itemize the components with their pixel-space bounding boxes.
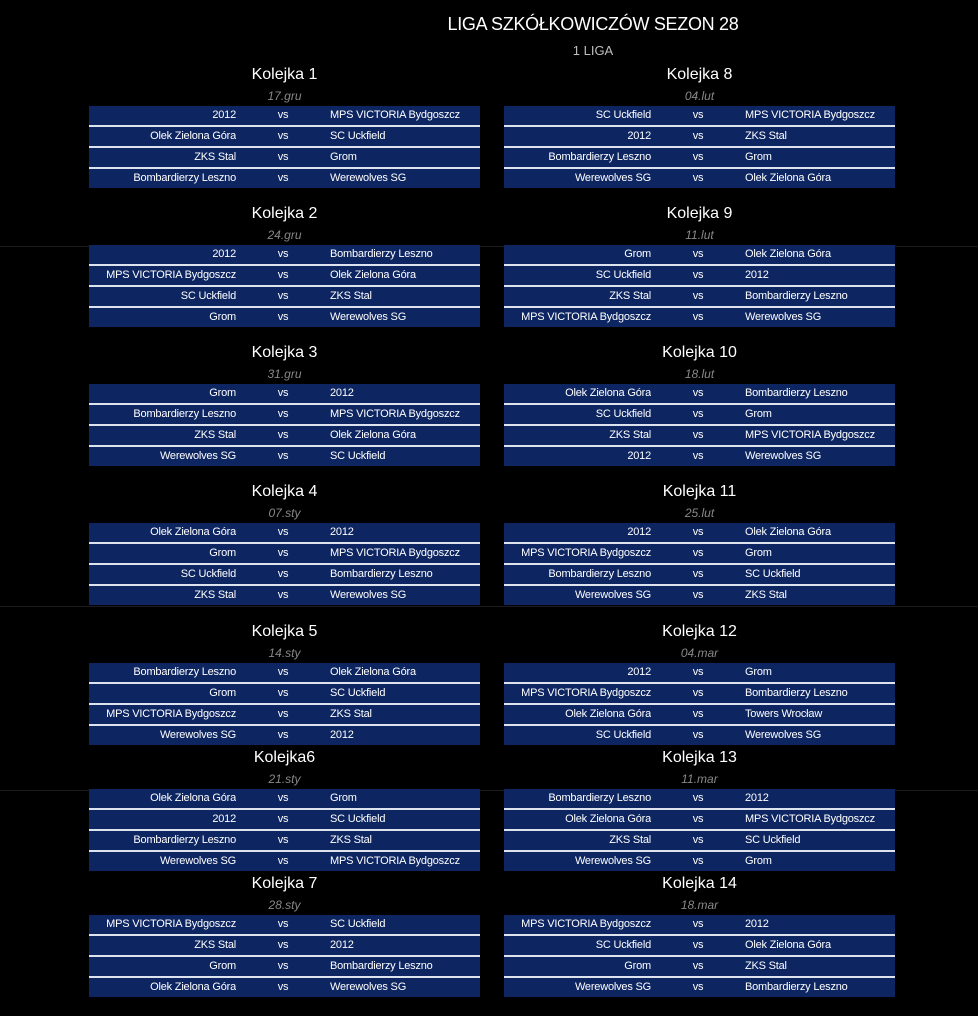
vs-label: vs xyxy=(277,918,289,930)
vs-label: vs xyxy=(692,589,704,601)
home-team: Grom xyxy=(209,547,236,559)
match-row xyxy=(504,726,895,745)
away-team: 2012 xyxy=(330,939,354,951)
home-team: 2012 xyxy=(212,248,236,260)
vs-label: vs xyxy=(277,813,289,825)
round-title: Kolejka 2 xyxy=(251,205,318,222)
league-subtitle: 1 LIGA xyxy=(572,43,614,58)
home-team: Bombardierzy Leszno xyxy=(548,792,651,804)
home-team: Grom xyxy=(624,960,651,972)
vs-label: vs xyxy=(277,290,289,302)
vs-label: vs xyxy=(277,589,289,601)
match-row xyxy=(504,523,895,544)
home-team: Werewolves SG xyxy=(574,589,651,601)
match-row xyxy=(89,978,480,997)
away-team: 2012 xyxy=(330,387,354,399)
match-list xyxy=(504,523,895,605)
away-team: Bombardierzy Leszno xyxy=(745,687,848,699)
match-row xyxy=(504,915,895,936)
match-row xyxy=(504,308,895,327)
match-row xyxy=(89,384,480,405)
match-row xyxy=(89,287,480,308)
home-team: Werewolves SG xyxy=(574,855,651,867)
away-team: Grom xyxy=(330,792,357,804)
match-row xyxy=(504,266,895,287)
match-row xyxy=(504,831,895,852)
away-team: Werewolves SG xyxy=(330,589,407,601)
home-team: Olek Zielona Góra xyxy=(150,130,236,142)
away-team: Werewolves SG xyxy=(745,311,822,323)
away-team: MPS VICTORIA Bydgoszcz xyxy=(330,855,460,867)
round-date: 11.lut xyxy=(685,228,714,242)
home-team: Olek Zielona Góra xyxy=(565,813,651,825)
match-list xyxy=(89,245,480,327)
home-team: 2012 xyxy=(627,130,651,142)
round-date: 18.mar xyxy=(680,898,719,912)
home-team: SC Uckfield xyxy=(180,290,236,302)
vs-label: vs xyxy=(277,939,289,951)
home-team: SC Uckfield xyxy=(595,269,651,281)
away-team: Werewolves SG xyxy=(330,172,407,184)
match-row xyxy=(89,447,480,466)
round-date: 07.sty xyxy=(268,506,301,520)
away-team: Olek Zielona Góra xyxy=(330,666,416,678)
match-row xyxy=(89,684,480,705)
vs-label: vs xyxy=(692,568,704,580)
round-block xyxy=(89,621,480,745)
match-list xyxy=(504,245,895,327)
vs-label: vs xyxy=(277,568,289,580)
round-block xyxy=(89,203,480,327)
vs-label: vs xyxy=(692,290,704,302)
vs-label: vs xyxy=(692,960,704,972)
match-row xyxy=(504,852,895,871)
match-row xyxy=(89,148,480,169)
match-row xyxy=(504,936,895,957)
home-team: 2012 xyxy=(212,813,236,825)
vs-label: vs xyxy=(277,109,289,121)
match-row xyxy=(504,544,895,565)
match-row xyxy=(504,245,895,266)
home-team: Werewolves SG xyxy=(574,172,651,184)
round-block xyxy=(504,481,895,605)
away-team: SC Uckfield xyxy=(330,687,386,699)
away-team: ZKS Stal xyxy=(330,834,372,846)
home-team: 2012 xyxy=(627,526,651,538)
away-team: MPS VICTORIA Bydgoszcz xyxy=(745,109,875,121)
away-team: 2012 xyxy=(745,918,769,930)
vs-label: vs xyxy=(692,729,704,741)
home-team: 2012 xyxy=(212,109,236,121)
home-team: MPS VICTORIA Bydgoszcz xyxy=(106,918,236,930)
home-team: Grom xyxy=(209,687,236,699)
vs-label: vs xyxy=(692,918,704,930)
away-team: SC Uckfield xyxy=(330,813,386,825)
round-block xyxy=(89,481,480,605)
away-team: Bombardierzy Leszno xyxy=(330,960,433,972)
vs-label: vs xyxy=(277,708,289,720)
round-title: Kolejka6 xyxy=(253,749,316,766)
match-row xyxy=(504,705,895,726)
away-team: 2012 xyxy=(330,526,354,538)
match-row xyxy=(504,684,895,705)
round-title: Kolejka 5 xyxy=(251,623,318,640)
match-row xyxy=(89,544,480,565)
round-block xyxy=(504,64,895,188)
home-team: Bombardierzy Leszno xyxy=(548,151,651,163)
round-block xyxy=(504,342,895,466)
round-date: 11.mar xyxy=(681,772,718,786)
home-team: 2012 xyxy=(627,450,651,462)
home-team: ZKS Stal xyxy=(194,151,236,163)
home-team: SC Uckfield xyxy=(595,109,651,121)
home-team: Grom xyxy=(624,248,651,260)
match-row xyxy=(504,789,895,810)
home-team: MPS VICTORIA Bydgoszcz xyxy=(521,687,651,699)
match-row xyxy=(89,663,480,684)
match-row xyxy=(89,106,480,127)
vs-label: vs xyxy=(277,387,289,399)
vs-label: vs xyxy=(692,981,704,993)
round-title: Kolejka 4 xyxy=(251,483,318,500)
match-list xyxy=(504,789,895,871)
home-team: MPS VICTORIA Bydgoszcz xyxy=(521,918,651,930)
away-team: Bombardierzy Leszno xyxy=(745,290,848,302)
match-row xyxy=(504,586,895,605)
home-team: Werewolves SG xyxy=(159,729,236,741)
away-team: Towers Wrocław xyxy=(745,708,823,720)
round-block xyxy=(89,64,480,188)
round-date: 21.sty xyxy=(268,772,301,786)
round-title: Kolejka 3 xyxy=(251,344,318,361)
match-row xyxy=(89,957,480,978)
home-team: Grom xyxy=(209,387,236,399)
away-team: SC Uckfield xyxy=(745,568,801,580)
match-row xyxy=(504,447,895,466)
home-team: MPS VICTORIA Bydgoszcz xyxy=(106,708,236,720)
away-team: ZKS Stal xyxy=(745,589,787,601)
vs-label: vs xyxy=(692,666,704,678)
vs-label: vs xyxy=(277,666,289,678)
match-row xyxy=(504,106,895,127)
home-team: Grom xyxy=(209,960,236,972)
match-row xyxy=(89,810,480,831)
away-team: Bombardierzy Leszno xyxy=(745,981,848,993)
vs-label: vs xyxy=(277,526,289,538)
round-title: Kolejka 8 xyxy=(666,66,733,83)
vs-label: vs xyxy=(277,450,289,462)
away-team: 2012 xyxy=(745,269,769,281)
round-block xyxy=(504,873,895,997)
match-list xyxy=(504,106,895,188)
match-row xyxy=(504,169,895,188)
round-block xyxy=(89,873,480,997)
home-team: Olek Zielona Góra xyxy=(150,981,236,993)
match-row xyxy=(89,789,480,810)
round-date: 18.lut xyxy=(684,367,715,381)
away-team: ZKS Stal xyxy=(330,290,372,302)
vs-label: vs xyxy=(692,547,704,559)
vs-label: vs xyxy=(277,855,289,867)
match-row xyxy=(89,127,480,148)
vs-label: vs xyxy=(692,311,704,323)
home-team: MPS VICTORIA Bydgoszcz xyxy=(521,547,651,559)
home-team: Bombardierzy Leszno xyxy=(548,568,651,580)
home-team: SC Uckfield xyxy=(595,939,651,951)
match-row xyxy=(89,705,480,726)
home-team: Olek Zielona Góra xyxy=(565,387,651,399)
vs-label: vs xyxy=(692,172,704,184)
vs-label: vs xyxy=(277,960,289,972)
match-row xyxy=(89,831,480,852)
match-row xyxy=(89,936,480,957)
match-list xyxy=(89,106,480,188)
vs-label: vs xyxy=(692,151,704,163)
vs-label: vs xyxy=(277,729,289,741)
round-title: Kolejka 13 xyxy=(662,749,737,766)
home-team: SC Uckfield xyxy=(180,568,236,580)
vs-label: vs xyxy=(277,547,289,559)
match-row xyxy=(89,726,480,745)
vs-label: vs xyxy=(277,172,289,184)
away-team: Grom xyxy=(745,408,772,420)
away-team: Werewolves SG xyxy=(330,311,407,323)
away-team: Werewolves SG xyxy=(745,450,822,462)
match-row xyxy=(89,245,480,266)
vs-label: vs xyxy=(692,450,704,462)
page-title: LIGA SZKÓŁKOWICZÓW SEZON 28 xyxy=(447,14,739,34)
away-team: Werewolves SG xyxy=(745,729,822,741)
round-title: Kolejka 7 xyxy=(251,875,318,892)
round-title: Kolejka 12 xyxy=(662,623,737,640)
match-row xyxy=(504,127,895,148)
vs-label: vs xyxy=(277,429,289,441)
home-team: MPS VICTORIA Bydgoszcz xyxy=(521,311,651,323)
away-team: Olek Zielona Góra xyxy=(745,939,831,951)
home-team: Bombardierzy Leszno xyxy=(133,666,236,678)
home-team: Bombardierzy Leszno xyxy=(133,834,236,846)
away-team: Olek Zielona Góra xyxy=(745,526,831,538)
match-row xyxy=(504,426,895,447)
away-team: 2012 xyxy=(745,792,769,804)
vs-label: vs xyxy=(692,813,704,825)
away-team: Bombardierzy Leszno xyxy=(745,387,848,399)
match-row xyxy=(504,978,895,997)
round-block xyxy=(504,621,895,745)
away-team: ZKS Stal xyxy=(745,960,787,972)
vs-label: vs xyxy=(692,834,704,846)
round-date: 25.lut xyxy=(684,506,715,520)
round-title: Kolejka 11 xyxy=(662,483,737,500)
vs-label: vs xyxy=(692,408,704,420)
match-row xyxy=(504,405,895,426)
home-team: MPS VICTORIA Bydgoszcz xyxy=(106,269,236,281)
match-row xyxy=(89,586,480,605)
match-row xyxy=(89,308,480,327)
away-team: Olek Zielona Góra xyxy=(745,172,831,184)
vs-label: vs xyxy=(277,151,289,163)
vs-label: vs xyxy=(692,109,704,121)
vs-label: vs xyxy=(692,687,704,699)
home-team: ZKS Stal xyxy=(609,290,651,302)
vs-label: vs xyxy=(692,708,704,720)
match-row xyxy=(504,957,895,978)
away-team: MPS VICTORIA Bydgoszcz xyxy=(330,547,460,559)
match-row xyxy=(504,287,895,308)
round-date: 04.mar xyxy=(680,646,719,660)
round-block xyxy=(89,747,480,871)
home-team: Werewolves SG xyxy=(574,981,651,993)
away-team: 2012 xyxy=(330,729,354,741)
away-team: MPS VICTORIA Bydgoszcz xyxy=(745,813,875,825)
match-row xyxy=(89,565,480,586)
away-team: ZKS Stal xyxy=(745,130,787,142)
away-team: SC Uckfield xyxy=(330,450,386,462)
vs-label: vs xyxy=(277,792,289,804)
vs-label: vs xyxy=(277,130,289,142)
home-team: Grom xyxy=(209,311,236,323)
away-team: Bombardierzy Leszno xyxy=(330,248,433,260)
home-team: ZKS Stal xyxy=(194,939,236,951)
away-team: Grom xyxy=(745,547,772,559)
vs-label: vs xyxy=(277,269,289,281)
vs-label: vs xyxy=(692,792,704,804)
away-team: Olek Zielona Góra xyxy=(330,429,416,441)
match-list xyxy=(89,663,480,745)
home-team: 2012 xyxy=(627,666,651,678)
match-row xyxy=(89,523,480,544)
home-team: ZKS Stal xyxy=(194,589,236,601)
round-title: Kolejka 10 xyxy=(662,344,737,361)
home-team: Werewolves SG xyxy=(159,855,236,867)
match-row xyxy=(504,565,895,586)
home-team: Olek Zielona Góra xyxy=(150,526,236,538)
away-team: Grom xyxy=(745,855,772,867)
vs-label: vs xyxy=(692,526,704,538)
round-title: Kolejka 9 xyxy=(666,205,733,222)
away-team: ZKS Stal xyxy=(330,708,372,720)
away-team: Grom xyxy=(330,151,357,163)
match-list xyxy=(89,789,480,871)
match-row xyxy=(89,266,480,287)
match-row xyxy=(89,169,480,188)
round-date: 17.gru xyxy=(267,89,302,103)
home-team: SC Uckfield xyxy=(595,729,651,741)
match-row xyxy=(504,810,895,831)
home-team: Olek Zielona Góra xyxy=(150,792,236,804)
home-team: Olek Zielona Góra xyxy=(565,708,651,720)
match-list xyxy=(504,384,895,466)
home-team: ZKS Stal xyxy=(194,429,236,441)
home-team: Bombardierzy Leszno xyxy=(133,408,236,420)
away-team: Olek Zielona Góra xyxy=(330,269,416,281)
match-row xyxy=(504,148,895,169)
match-row xyxy=(89,405,480,426)
vs-label: vs xyxy=(277,408,289,420)
vs-label: vs xyxy=(692,130,704,142)
match-row xyxy=(504,384,895,405)
match-list xyxy=(89,384,480,466)
home-team: Bombardierzy Leszno xyxy=(133,172,236,184)
away-team: MPS VICTORIA Bydgoszcz xyxy=(330,408,460,420)
vs-label: vs xyxy=(277,687,289,699)
away-team: SC Uckfield xyxy=(745,834,801,846)
home-team: ZKS Stal xyxy=(609,834,651,846)
vs-label: vs xyxy=(277,981,289,993)
round-title: Kolejka 14 xyxy=(662,875,737,892)
match-row xyxy=(89,426,480,447)
round-date: 14.sty xyxy=(268,646,301,660)
vs-label: vs xyxy=(692,855,704,867)
away-team: SC Uckfield xyxy=(330,130,386,142)
match-row xyxy=(89,915,480,936)
match-list xyxy=(89,523,480,605)
match-list xyxy=(504,915,895,997)
home-team: Werewolves SG xyxy=(159,450,236,462)
round-block xyxy=(89,342,480,466)
round-date: 04.lut xyxy=(684,89,715,103)
round-date: 24.gru xyxy=(267,228,302,242)
match-row xyxy=(504,663,895,684)
round-date: 28.sty xyxy=(268,898,301,912)
vs-label: vs xyxy=(692,939,704,951)
row-divider xyxy=(0,606,978,607)
round-date: 31.gru xyxy=(267,367,302,381)
vs-label: vs xyxy=(692,269,704,281)
vs-label: vs xyxy=(277,311,289,323)
vs-label: vs xyxy=(692,387,704,399)
away-team: Bombardierzy Leszno xyxy=(330,568,433,580)
away-team: SC Uckfield xyxy=(330,918,386,930)
away-team: Grom xyxy=(745,151,772,163)
match-list xyxy=(504,663,895,745)
away-team: MPS VICTORIA Bydgoszcz xyxy=(745,429,875,441)
vs-label: vs xyxy=(277,248,289,260)
round-title: Kolejka 1 xyxy=(251,66,318,83)
away-team: MPS VICTORIA Bydgoszcz xyxy=(330,109,460,121)
round-block xyxy=(504,203,895,327)
away-team: Olek Zielona Góra xyxy=(745,248,831,260)
home-team: SC Uckfield xyxy=(595,408,651,420)
vs-label: vs xyxy=(692,248,704,260)
match-list xyxy=(89,915,480,997)
round-block xyxy=(504,747,895,871)
away-team: Grom xyxy=(745,666,772,678)
away-team: Werewolves SG xyxy=(330,981,407,993)
vs-label: vs xyxy=(692,429,704,441)
match-row xyxy=(89,852,480,871)
vs-label: vs xyxy=(277,834,289,846)
home-team: ZKS Stal xyxy=(609,429,651,441)
